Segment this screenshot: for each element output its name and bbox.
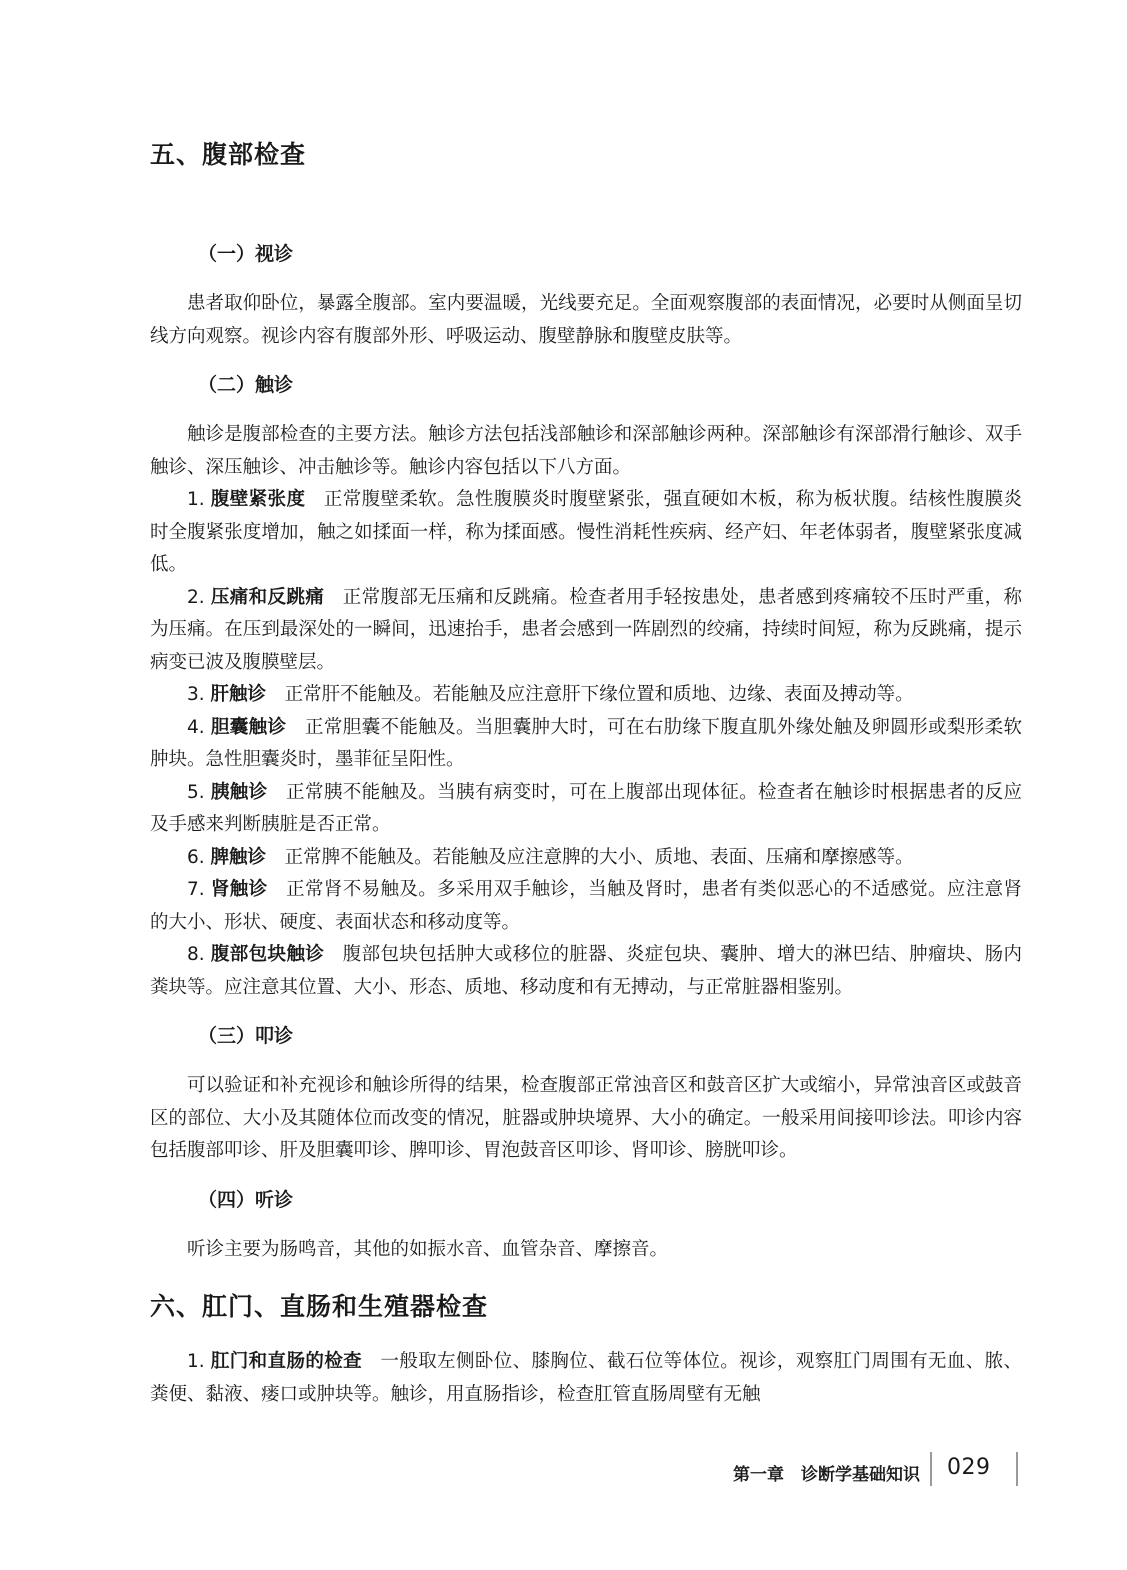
paragraph: 听诊主要为肠鸣音，其他的如振水音、血管杂音、摩擦音。 [187, 1238, 669, 1260]
paragraph: 可以验证和补充视诊和触诊所得的结果，检查腹部正常浊音区和鼓音区扩大或缩小，异常浊音区或鼓音区的部位、大小及其随体位而改变的情况，脏器或肿块境界、大小的确定。一般采用间接叩诊法。叩诊内容包括腹部叩诊、肝及胆囊叩诊、脾叩诊、胃泡鼓音区叩诊、肾叩诊、膀胱叩诊。 [150, 1075, 1022, 1161]
item-text: 腹部包块包括肿大或移位的脏器、炎症包块、囊肿、增大的淋巴结、肿瘤块、肠内粪块等。应注意其位置、大小、形态、质地、移动度和有无搏动，与正常脏器相鉴别。 [150, 944, 1022, 998]
item-term: 肾触诊 [210, 879, 268, 900]
item-term: 脾触诊 [210, 846, 267, 868]
paragraph: 患者取仰卧位，暴露全腹部。室内要温暖，光线要充足。全面观察腹部的表面情况，必要时从侧面呈切线方向观察。视诊内容有腹部外形、呼吸运动、腹壁静脉和腹壁皮肤等。 [150, 293, 1022, 347]
item-text: 一般取左侧卧位、膝胸位、截石位等体位。视诊，观察肛门周围有无血、脓、粪便、黏液、瘘口或肿块等。触诊，用直肠指诊，检查肛管直肠周壁有无触 [150, 1351, 1022, 1405]
item-text: 正常胆囊不能触及。当胆囊肿大时，可在右肋缘下腹直肌外缘处触及卵圆形或梨形柔软肿块。急性胆囊炎时，墨菲征呈阳性。 [150, 716, 1022, 770]
subsection-title: （三）叩诊 [198, 1025, 294, 1047]
item-number: 3. [187, 684, 205, 705]
item-number: 1. [187, 489, 205, 510]
item-number: 2. [187, 586, 205, 608]
item-number: 4. [187, 716, 205, 738]
item-number: 7. [187, 879, 205, 900]
subsection-title: （二）触诊 [198, 374, 294, 396]
subsection-title: （一）视诊 [198, 243, 294, 265]
page-number: 029 [947, 1455, 991, 1480]
section-title: 五、腹部检查 [150, 140, 307, 169]
list-item [150, 679, 1022, 712]
item-term: 压痛和反跳痛 [210, 586, 325, 608]
item-text: 正常肾不易触及。多采用双手触诊，当触及肾时，患者有类似恶心的不适感觉。应注意肾的大小、形状、硬度、表面状态和移动度等。 [150, 879, 1022, 933]
subsection-title: （四）听诊 [198, 1188, 294, 1211]
list-item [150, 484, 1022, 582]
item-text: 正常腹部无压痛和反跳痛。检查者用手轻按患处，患者感到疼痛较不压时严重，称为压痛。在压到最深处的一瞬间，迅速抬手，患者会感到一阵剧烈的绞痛，持续时间短，称为反跳痛，提示病变已波及腹膜壁层。 [150, 586, 1022, 673]
list-item [150, 1346, 1022, 1411]
list-item [150, 582, 1022, 680]
footer-divider [930, 1452, 932, 1486]
page-footer [720, 1452, 1030, 1492]
paragraph: 触诊是腹部检查的主要方法。触诊方法包括浅部触诊和深部触诊两种。深部触诊有深部滑行触诊、双手触诊、深压触诊、冲击触诊等。触诊内容包括以下八方面。 [150, 424, 1022, 478]
item-term: 胰触诊 [210, 781, 268, 803]
item-number: 1. [187, 1351, 205, 1372]
item-text: 正常胰不能触及。当胰有病变时，可在上腹部出现体征。检查者在触诊时根据患者的反应及手感来判断胰脏是否正常。 [150, 781, 1022, 835]
item-term: 肛门和直肠的检查 [210, 1351, 362, 1372]
item-number: 8. [187, 944, 205, 965]
item-term: 腹部包块触诊 [210, 944, 325, 965]
page-content [150, 138, 1022, 1411]
item-term: 胆囊触诊 [210, 716, 287, 738]
item-number: 5. [187, 781, 205, 803]
item-text: 正常腹壁柔软。急性腹膜炎时腹壁紧张，强直硬如木板，称为板状腹。结核性腹膜炎时全腹紧张度增加，触之如揉面一样，称为揉面感。慢性消耗性疾病、经产妇、年老体弱者，腹壁紧张度减低。 [150, 489, 1022, 575]
list-item [150, 777, 1022, 842]
list-item [150, 712, 1022, 777]
item-text: 正常脾不能触及。若能触及应注意脾的大小、质地、表面、压痛和摩擦感等。 [284, 846, 914, 868]
item-number: 6. [187, 846, 205, 868]
section-title: 六、肛门、直肠和生殖器检查 [150, 1292, 489, 1321]
list-item [150, 842, 1022, 875]
chapter-title: 第一章 诊断学基础知识 [733, 1465, 920, 1485]
item-term: 腹壁紧张度 [210, 489, 306, 510]
list-item [150, 939, 1022, 1004]
item-text: 正常肝不能触及。若能触及应注意肝下缘位置和质地、边缘、表面及搏动等。 [284, 684, 914, 705]
footer-divider [1016, 1452, 1018, 1486]
item-term: 肝触诊 [210, 684, 267, 705]
list-item [150, 874, 1022, 939]
